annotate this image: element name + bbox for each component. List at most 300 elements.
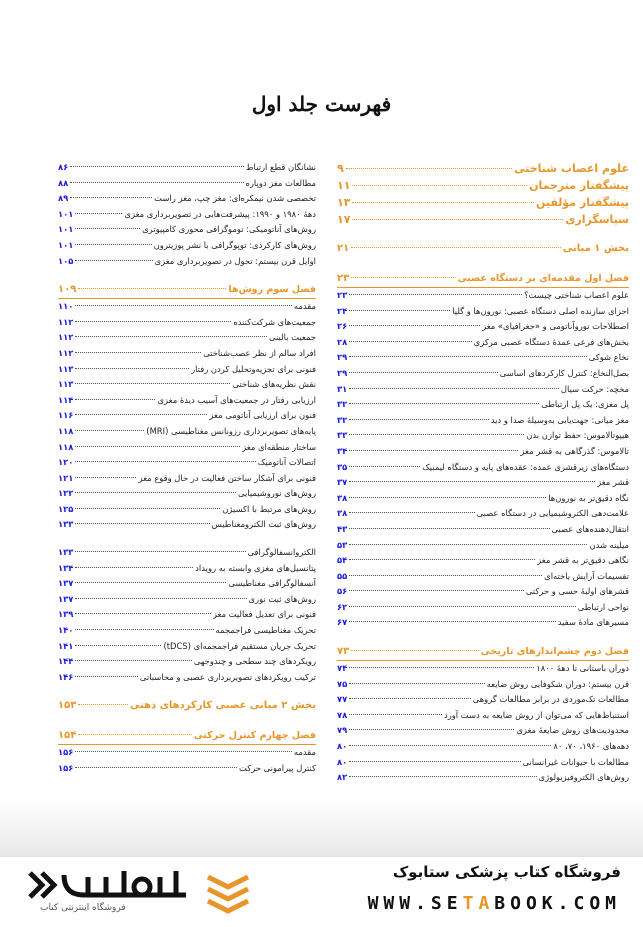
logo-wordmark-icon: [26, 865, 196, 905]
dot-leader: [78, 704, 128, 705]
toc-page-number: ۱۰۱: [58, 239, 74, 250]
toc-entry: [337, 444, 629, 460]
toc-page-number: ۲۸: [337, 336, 348, 347]
dot-leader: [75, 321, 231, 322]
dot-leader: [349, 745, 551, 746]
toc-entry-title: محدودیت‌های روش ضایعهٔ مغزی: [516, 725, 629, 736]
toc-entry: [58, 623, 316, 639]
toc-entry-title: علامت‌دهی الکتروشیمیایی در دستگاه عصبی: [476, 508, 629, 519]
toc-entry-title: تقسیمات آرایش یاخته‌ای: [544, 570, 629, 581]
toc-page-number: ۱۱۳: [58, 379, 74, 390]
toc-entry-title: میلینه شدن: [589, 539, 629, 550]
toc-entry-title: سپاسگزاری: [565, 213, 629, 226]
toc-page-number: ۵۴: [337, 555, 348, 566]
toc-front-matter: [337, 194, 629, 211]
toc-spacer: [58, 533, 316, 545]
toc-page-number: ۱۰۹: [58, 284, 77, 296]
store-name: فروشگاه کتاب پزشکی ستابوک: [392, 863, 621, 881]
toc-right-column: [337, 160, 629, 786]
dot-leader: [351, 650, 479, 651]
toc-entry: [58, 176, 316, 192]
store-logo: [26, 865, 256, 921]
toc-page-number: ۲۹: [337, 367, 348, 378]
toc-page-number: ۶۷: [337, 617, 348, 628]
toc-entry: [337, 600, 629, 616]
toc-entry-title: مقدمه: [293, 747, 316, 758]
toc-entry: [337, 553, 629, 569]
toc-page-number: ۱۲۵: [58, 503, 74, 514]
toc-entry-title: افراد سالم از نظر عصب‌شناختی: [203, 347, 316, 358]
toc-entry: [58, 377, 316, 393]
toc-entry-title: نواحی ارتباطی: [577, 601, 629, 612]
toc-entry: [337, 382, 629, 398]
dot-leader: [351, 247, 561, 248]
dot-leader: [75, 399, 155, 400]
toc-entry-title: نشانگان قطع ارتباط: [245, 162, 316, 172]
toc-page-number: ۸۹: [58, 193, 69, 204]
toc-entry: [337, 319, 629, 335]
toc-page-number: ۱۱۸: [58, 425, 74, 436]
toc-entry-title: دههٔ ۱۹۸۰ و ۱۹۹۰: پیشرفت‌هایی در تصویربرداری مغزی: [124, 208, 316, 219]
dot-leader: [349, 434, 524, 435]
toc-entry: [58, 517, 316, 533]
toc-entry-title: نگاه دقیق‌تر به نورون‌ها: [548, 492, 629, 503]
toc-page-number: ۲۳: [337, 290, 348, 300]
dot-leader: [349, 419, 488, 420]
toc-entry: [58, 330, 316, 346]
toc-entry-title: روش‌های مرتبط با اکسیژن: [222, 503, 316, 514]
toc-page-number: ۱۴۰: [58, 625, 74, 636]
toc-page-number: ۱۷: [337, 213, 351, 226]
toc-page-number: ۱۲۲: [58, 488, 74, 499]
toc-page-number: ۱۳۷: [58, 578, 74, 589]
toc-entry: [337, 491, 629, 507]
toc-page-number: ۱۵۶: [58, 747, 74, 758]
toc-page-number: ۱۱۰: [58, 301, 74, 312]
toc-entry: [58, 670, 316, 686]
toc-entry: [58, 238, 316, 254]
dot-leader: [75, 613, 211, 614]
toc-entry-title: پل مغزی: یک پل ارتباطی: [541, 399, 629, 410]
toc-entry: [337, 475, 629, 491]
toc-entry: [58, 545, 316, 561]
toc-entry-title: اوایل قرن بیستم: تحول در تصویربرداری مغزی: [154, 255, 316, 266]
toc-entry-title: اتصالات آناتومیک: [257, 457, 316, 468]
dot-leader: [349, 528, 549, 529]
toc-entry-title: تحریک جریان مستقیم فراجمجمه‌ای (tDCS): [163, 640, 316, 651]
dot-leader: [70, 197, 152, 198]
toc-entry: [58, 315, 316, 331]
dot-leader: [349, 497, 546, 498]
dot-leader: [75, 260, 152, 261]
toc-chapter: [337, 270, 629, 288]
toc-page-number: ۹: [337, 162, 344, 175]
toc-entry: [337, 661, 629, 677]
toc-page-number: ۱۳: [337, 196, 351, 209]
toc-entry: [58, 471, 316, 487]
dot-leader: [75, 368, 189, 369]
toc-entry-title: فصل اول مقدمه‌ای بر دستگاه عصبی: [457, 273, 629, 284]
toc-page-number: ۲۴: [337, 305, 348, 316]
toc-entry: [58, 576, 316, 592]
dot-leader: [75, 477, 136, 478]
dot-leader: [349, 372, 498, 373]
toc-entry-title: تخصصی شدن نیمکره‌ای: مغز چپ، مغز راست: [154, 193, 316, 204]
toc-part: [58, 697, 316, 715]
dot-leader: [349, 606, 576, 607]
toc-entry-title: قرن بیستم: دوران شکوفایی روش ضایعه: [486, 678, 629, 689]
toc-page-number: ۳۸: [337, 508, 348, 519]
dot-leader: [349, 683, 484, 684]
toc-page-number: ۳۵: [337, 461, 348, 472]
toc-page-number: ۷۵: [337, 678, 348, 689]
toc-entry: [58, 191, 316, 207]
toc-front-matter: [337, 177, 629, 194]
toc-entry-title: مسیرهای مادهٔ سفید: [557, 617, 629, 628]
toc-entry: [337, 677, 629, 693]
dot-leader: [75, 305, 292, 306]
toc-entry: [337, 770, 629, 786]
toc-entry: [337, 335, 629, 351]
dot-leader: [349, 512, 474, 513]
dot-leader: [349, 388, 559, 389]
dot-leader: [70, 166, 244, 167]
toc-page-number: ۱۱۶: [58, 410, 74, 421]
toc-page-number: ۱۳۷: [58, 593, 74, 604]
toc-entry-title: فنونی برای آشکار ساختن فعالیت در حال وقوع مغز: [138, 472, 316, 483]
dot-leader: [75, 523, 209, 524]
dot-leader: [78, 734, 191, 735]
toc-page-number: ۸۶: [58, 162, 69, 172]
toc-entry-title: هیپوتالاموس: حفظ توازن بدن: [526, 430, 629, 441]
toc-entry-title: نخاع شوکی: [588, 352, 629, 363]
dot-leader: [349, 729, 514, 730]
toc-page-number: ۲۳: [337, 273, 350, 284]
toc-entry: [337, 692, 629, 708]
toc-page-number: ۸۸: [58, 177, 69, 188]
dot-leader: [352, 219, 563, 220]
store-url[interactable]: WWW.SETABOOK.COM: [367, 893, 621, 914]
dot-leader: [75, 582, 226, 583]
toc-page-number: ۵۶: [337, 586, 348, 597]
dot-leader: [75, 213, 122, 214]
toc-entry: [58, 639, 316, 655]
dot-leader: [75, 492, 236, 493]
dot-leader: [349, 559, 535, 560]
toc-page-number: ۱۱۳: [58, 363, 74, 374]
dot-leader: [349, 714, 442, 715]
toc-entry-title: مخچه: حرکت سیال: [560, 383, 629, 394]
toc-entry: [58, 424, 316, 440]
toc-entry: [58, 561, 316, 577]
toc-page-number: ۱۴۱: [58, 640, 74, 651]
dot-leader: [352, 202, 534, 203]
toc-page-number: ۱۴۴: [58, 656, 74, 667]
toc-entry-title: پایه‌های تصویربرداری رزونانس مغناطیسی (MRI): [146, 425, 316, 436]
dot-leader: [349, 776, 536, 777]
toc-page-number: ۱۵۴: [58, 730, 77, 742]
dot-leader: [75, 461, 255, 462]
toc-entry: [58, 440, 316, 456]
dot-leader: [75, 551, 245, 552]
toc-page-number: ۷۷: [337, 694, 348, 705]
dot-leader: [349, 310, 450, 311]
toc-entry: [58, 654, 316, 670]
dot-leader: [351, 277, 455, 278]
toc-entry: [337, 506, 629, 522]
toc-entry-title: نگاهی دقیق‌تر به قشر مغز: [537, 555, 629, 566]
toc-entry: [337, 538, 629, 554]
toc-part: [337, 240, 629, 258]
toc-entry: [337, 460, 629, 476]
dot-leader: [75, 598, 246, 599]
toc-entry: [58, 160, 316, 176]
toc-entry: [337, 366, 629, 382]
toc-entry: [58, 408, 316, 424]
dot-leader: [75, 629, 213, 630]
dot-leader: [70, 182, 243, 183]
toc-page-number: ۶۲: [337, 601, 348, 612]
toc-entry-title: تالاموس: گذرگاهی به قشر مغز: [520, 445, 629, 456]
dot-leader: [349, 450, 518, 451]
toc-page-number: ۷۸: [337, 709, 348, 720]
dot-leader: [75, 383, 230, 384]
dot-leader: [349, 356, 587, 357]
toc-spacer: [58, 715, 316, 727]
dot-leader: [349, 698, 471, 699]
dot-leader: [78, 288, 226, 289]
toc-entry-title: علوم اعصاب شناختی چیست؟: [524, 290, 629, 300]
dot-leader: [75, 751, 292, 752]
toc-entry: [58, 299, 316, 315]
toc-entry: [58, 502, 316, 518]
dot-leader: [349, 294, 522, 295]
toc-entry-title: قشرهای اولیهٔ حسی و حرکتی: [525, 586, 629, 597]
dot-leader: [75, 660, 192, 661]
toc-page-number: ۱۳۹: [58, 609, 74, 620]
dot-leader: [349, 341, 471, 342]
toc-page-number: ۱۱۸: [58, 441, 74, 452]
toc-entry-title: تحریک مغناطیسی فراجمجمه: [215, 625, 316, 636]
dot-leader: [349, 466, 420, 467]
dot-leader: [349, 481, 595, 482]
toc-entry: [337, 739, 629, 755]
dot-leader: [349, 325, 480, 326]
toc-entry-title: الکتروانسفالوگرافی: [247, 547, 316, 558]
toc-entry-title: مغز میانی: جهت‌یابی به‌وسیلهٔ صدا و دید: [490, 414, 629, 425]
toc-entry-title: فصل دوم چشم‌اندازهای تاریخی: [480, 646, 629, 658]
toc-page-number: ۳۲: [337, 414, 348, 425]
book-stack-icon: [204, 867, 252, 915]
toc-entry: [58, 207, 316, 223]
toc-entry: [58, 761, 316, 777]
toc-entry: [337, 723, 629, 739]
toc-page-number: ۱۱: [337, 179, 351, 192]
toc-page-number: ۳۲: [337, 399, 348, 410]
dot-leader: [75, 244, 151, 245]
toc-page-number: ۱۱۴: [58, 394, 74, 405]
toc-entry: [337, 288, 629, 304]
toc-entry-title: دوران باستانی تا دههٔ ۱۸۰۰: [536, 663, 629, 674]
toc-entry: [337, 522, 629, 538]
toc-page-number: ۵۳: [337, 539, 348, 550]
toc-entry-title: استنباط‌هایی که می‌توان از روش ضایعه به دست آورد: [443, 709, 629, 720]
toc-left-column: [58, 160, 316, 777]
toc-page-number: ۸۲: [337, 772, 348, 783]
toc-page-number: ۱۱۲: [58, 347, 74, 358]
toc-entry-title: روش‌های آناتومیکی: توموگرافی محوری کامپیوتری: [142, 224, 316, 235]
toc-entry: [58, 745, 316, 761]
toc-entry-title: بخش ۱ مبانی: [562, 243, 629, 254]
toc-page-number: ۳۸: [337, 492, 348, 503]
toc-entry-title: انتقال‌دهنده‌های عصبی: [551, 523, 629, 534]
toc-entry-title: ترکیب رویکردهای تصویربرداری عصبی و محاسباتی: [139, 671, 316, 682]
toc-page-number: ۷۴: [337, 663, 348, 674]
toc-entry-title: اصطلاحات نوروآناتومی و «جغرافیای» مغز: [482, 321, 629, 332]
dot-leader: [349, 544, 587, 545]
toc-page-number: ۱۳۳: [58, 519, 74, 530]
page-title: فهرست جلد اول: [251, 92, 392, 116]
toc-entry-title: جمعیت بالینی: [269, 332, 316, 343]
toc-entry-title: بخش ۲ مبانی عصبی کارکردهای ذهنی: [129, 700, 316, 712]
toc-entry-title: روش‌های ثبت الکترومغناطیس: [211, 519, 316, 530]
dot-leader: [75, 430, 144, 431]
toc-chapter: [58, 727, 316, 745]
toc-entry: [337, 755, 629, 771]
toc-entry: [58, 486, 316, 502]
toc-page-number: ۸۰: [337, 756, 348, 767]
toc-page-number: ۲۹: [337, 352, 348, 363]
toc-entry-title: فنون برای ارزیابی آناتومی مغز: [209, 410, 316, 421]
toc-page-number: ۱۳۳: [58, 547, 74, 558]
toc-entry: [337, 428, 629, 444]
toc-entry-title: ساختار منطقه‌ای مغز: [242, 441, 316, 452]
toc-entry-title: قشر مغز: [597, 477, 629, 488]
toc-entry-title: علوم اعصاب شناختی: [514, 162, 629, 175]
toc-entry-title: جمعیت‌های شرکت‌کننده: [233, 316, 316, 327]
toc-spacer: [58, 685, 316, 697]
toc-page-number: ۳۱: [337, 383, 348, 394]
toc-entry-title: آنسفالوگرافی مغناطیسی: [228, 578, 316, 589]
toc-page-number: ۱۲۰: [58, 457, 74, 468]
toc-entry: [337, 584, 629, 600]
toc-entry-title: مطالعات تک‌موردی در برابر مطالعات گروهی: [472, 694, 629, 705]
toc-entry: [58, 362, 316, 378]
toc-entry-title: رویکردهای چند سطحی و چندوجهی: [193, 656, 316, 667]
toc-page-number: ۳۷: [337, 477, 348, 488]
toc-page-number: ۴۳: [337, 523, 348, 534]
dot-leader: [349, 761, 520, 762]
toc-page-number: ۵۵: [337, 570, 348, 581]
toc-entry: [58, 455, 316, 471]
toc-entry-title: فنونی برای تعدیل فعالیت مغز: [212, 609, 316, 620]
toc-entry: [58, 393, 316, 409]
toc-entry: [58, 346, 316, 362]
logo-subtitle: فروشگاه اینترنتی کتاب: [40, 903, 126, 913]
dot-leader: [349, 667, 534, 668]
toc-page-number: ۱۰۵: [58, 255, 74, 266]
dot-leader: [349, 590, 524, 591]
toc-front-matter: [337, 160, 629, 177]
toc-entry-title: نقش نظریه‌های شناختی: [232, 379, 316, 390]
toc-page-number: ۷۳: [337, 646, 350, 658]
dot-leader: [75, 645, 161, 646]
toc-entry: [337, 304, 629, 320]
dot-leader: [75, 414, 207, 415]
toc-entry-title: پیشگفتار مترجمان: [529, 179, 629, 192]
toc-page-number: ۳۳: [337, 430, 348, 441]
toc-spacer: [337, 258, 629, 270]
toc-page-number: ۱۵۳: [58, 700, 77, 712]
toc-entry-title: دستگاه‌های زیرقشری عمده: عقده‌های پایه و دستگاه لیمبیک: [422, 461, 629, 472]
dot-leader: [349, 621, 555, 622]
toc-spacer: [58, 269, 316, 281]
toc-entry-title: روش‌های ثبت نوری: [248, 593, 316, 604]
toc-page-number: ۲۶: [337, 321, 348, 332]
toc-entry-title: پتانسیل‌های مغزی وابسته به رویداد: [195, 562, 316, 573]
toc-chapter: [58, 281, 316, 299]
toc-entry-title: کنترل پیرامونی حرکت: [238, 763, 316, 773]
toc-entry: [58, 607, 316, 623]
toc-entry-title: روش‌های کارکردی: توپوگرافی با نشر پوزیترون: [153, 239, 316, 250]
toc-page-number: ۱۳۴: [58, 562, 74, 573]
toc-page-number: ۸۰: [337, 741, 348, 752]
toc-entry-title: روش‌های الکتروفیزیولوژی: [538, 772, 629, 783]
toc-spacer: [337, 228, 629, 240]
dot-leader: [349, 403, 539, 404]
toc-page-number: ۱۲۱: [58, 472, 74, 483]
toc-entry: [337, 350, 629, 366]
dot-leader: [346, 168, 512, 169]
toc-page-number: ۱۵۶: [58, 763, 74, 773]
dot-leader: [352, 185, 527, 186]
dot-leader: [75, 446, 240, 447]
toc-entry: [58, 254, 316, 270]
toc-entry: [337, 397, 629, 413]
dot-leader: [349, 575, 542, 576]
toc-entry-title: اجزای سازنده اصلی دستگاه عصبی: نورون‌ها و گلیا: [452, 305, 629, 316]
toc-entry-title: فنونی برای تجزیه‌وتحلیل کردن رفتار: [191, 363, 316, 374]
dot-leader: [75, 336, 267, 337]
dot-leader: [75, 352, 201, 353]
toc-page-number: ۱۱۲: [58, 332, 74, 343]
toc-page-number: ۱۰۱: [58, 208, 74, 219]
store-banner: [0, 856, 643, 927]
page-shadow: [0, 800, 643, 860]
toc-entry-title: فصل چهارم کنترل حرکتی: [193, 730, 316, 742]
dot-leader: [75, 567, 193, 568]
toc-page-number: ۱۰۱: [58, 224, 74, 235]
toc-entry-title: مقدمه: [293, 301, 316, 312]
toc-chapter: [337, 643, 629, 661]
toc-entry-title: بصل‌النخاع: کنترل کارکردهای اساسی: [499, 367, 629, 378]
toc-page-number: ۱۴۶: [58, 671, 74, 682]
toc-entry-title: بخش‌های فرعی عمدهٔ دستگاه عصبی مرکزی: [473, 336, 629, 347]
toc-page-number: ۲۱: [337, 243, 350, 254]
toc-entry-title: مطالعات مغز دوپاره: [245, 177, 316, 188]
toc-page-number: ۳۴: [337, 445, 348, 456]
toc-entry-title: پیشگفتار مؤلفین: [535, 196, 629, 209]
toc-entry: [337, 708, 629, 724]
toc-entry: [58, 592, 316, 608]
toc-entry: [337, 569, 629, 585]
dot-leader: [75, 228, 140, 229]
toc-spacer: [337, 631, 629, 643]
toc-entry-title: ارزیابی رفتار در جمعیت‌های آسیب دیدهٔ مغزی: [157, 394, 316, 405]
toc-entry: [337, 413, 629, 429]
toc-page-number: ۷۹: [337, 725, 348, 736]
toc-entry-title: مطالعات با حیوانات غیرانسانی: [522, 756, 629, 767]
